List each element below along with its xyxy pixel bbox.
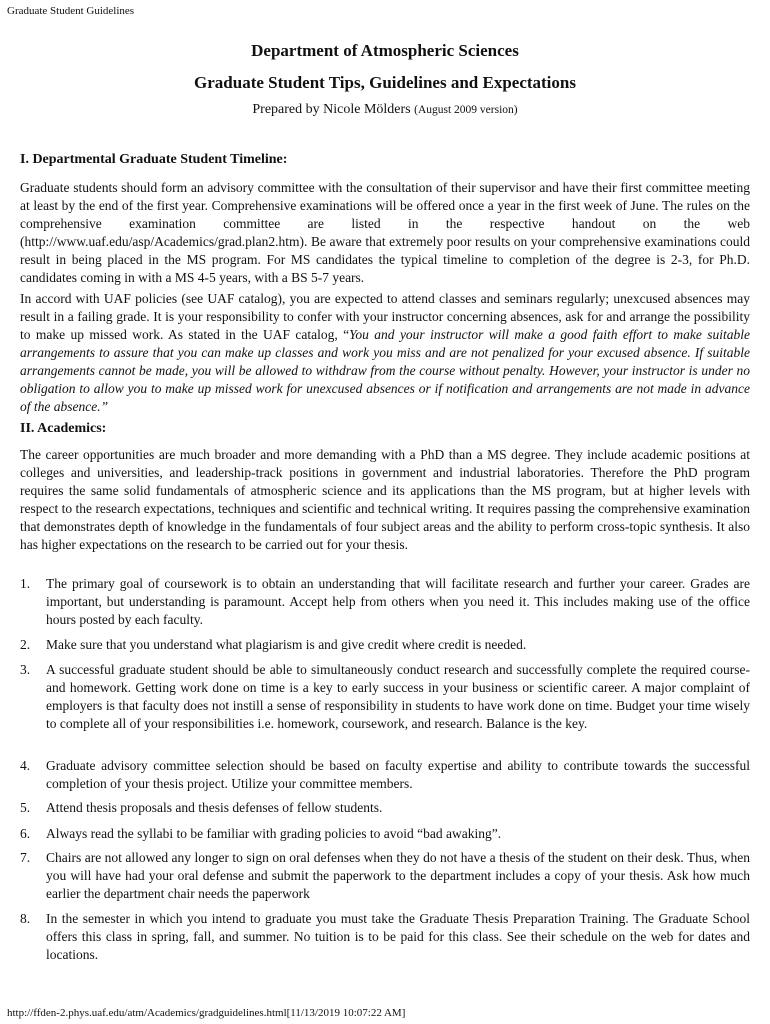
version-note: (August 2009 version) [414,104,518,116]
prepared-by [0,102,770,118]
attendance-paragraph [20,290,750,416]
section-heading-academics: II. Academics: [20,421,107,436]
list-text: The primary goal of coursework is to obtain an understanding that will facilitate research and further your career. Grades are important, but understanding is paramount. Accept help from others when you need it. This includes making use of the office hours posted by each faculty. [46,576,750,627]
list-number: 1. [20,576,31,591]
department-title: Department of Atmospheric Sciences [251,41,519,60]
section2-para1 [20,446,750,554]
section1-para1 [20,179,750,287]
list-text: Always read the syllabi to be familiar with grading policies to avoid “bad awaking”. [46,826,502,841]
list-text: Attend thesis proposals and thesis defenses of fellow students. [46,800,383,815]
attendance-text: In accord with UAF policies (see UAF catalog), you are expected to attend classes and seminars regularly; unexcused absences may result in a failing grade. It is your responsibility to confer with your instructor concerning absences, ask for and arrange the possibility to make up missed work. As stated in the UAF catalog, “ [20,291,750,342]
list-number: 6. [20,826,31,841]
list-number: 2. [20,637,31,652]
list-number: 8. [20,911,31,926]
list-item [20,849,750,903]
list-item [20,910,750,964]
list-text: In the semester in which you intend to graduate you must take the Graduate Thesis Preparation Training. The Graduate School offers this class in spring, fall, and summer. No tuition is to be paid for this class. See their schedule on the web for dates and locations. [46,911,750,962]
list-text: A successful graduate student should be able to simultaneously conduct research and successfully complete the required course- and homework. Getting work done on time is a key to early success in your business or scientific career. A major complaint of employers is that faculty does not instill a sense of responsibility in students to have work done on time. Budget your time wisely to complete all of your responsibilities i.e. homework, coursework, and research. Balance is the key. [46,662,750,731]
academics-paragraph: The career opportunities are much broader and more demanding with a PhD than a MS degree. They include academic positions at colleges and universities, and leadership-track positions in government and industrial laboratories. Therefore the PhD program requires the same solid fundamentals of atmospheric science and its applications than the MS program, but at higher levels with respect to the research expectations, techniques and scientific and technical writing. It requires passing the comprehensive examination that demonstrates depth of knowledge in the fundamentals of four subject areas and the ability to perform cross-topic synthesis. It also has higher expectations on the research to be carried out for your thesis. [20,447,750,552]
list-item [20,575,750,629]
list-text: Chairs are not allowed any longer to sign on oral defenses when they do not have a thesis of the student on their desk. Thus, when you will have had your oral defense and submit the paperwork to the department includes a copy of your thesis. Ask how much earlier the department chair needs the paperwork [46,850,750,901]
section-heading-timeline: I. Departmental Graduate Student Timeline: [20,152,288,167]
author-line: Prepared by Nicole Mölders [252,102,411,117]
section1-para2 [20,290,750,416]
catalog-quote: You and your instructor will make a good faith effort to make suitable arrangements to assure that you can make up classes and work you miss and are not penalized for your excused absence. If suitable arrangements cannot be made, you will be allowed to withdraw from the course without penalty. However, your instructor is under no obligation to allow you to make up missed work for unexcused absences or if notification and arrangements are not made in advance of the absence.” [20,327,750,414]
list-item [20,799,750,817]
list-text: Graduate advisory committee selection should be based on faculty expertise and ability to contribute towards the successful completion of your thesis project. Utilize your committee members. [46,758,750,791]
list-number: 3. [20,662,31,677]
list-number: 4. [20,758,31,773]
list-item [20,757,750,793]
footer-source-url: http://ffden-2.phys.uaf.edu/atm/Academics/gradguidelines.html[11/13/2019 10:07:22 AM] [7,1007,406,1019]
list-number: 7. [20,850,31,865]
list-number: 5. [20,800,31,815]
list-item [20,636,750,654]
list-item [20,661,750,733]
timeline-paragraph: Graduate students should form an advisory committee with the consultation of their supervisor and have their first committee meeting at least by the end of the first year. Comprehensive examinations will be offered once a year in the first week of June. The rules on the comprehensive examination committee are listed in the respective handout on the web (http://www.uaf.edu/asp/Academics/grad.plan2.htm). Be aware that extremely poor results on your comprehensive examinations could result in being placed in the MS program. For MS candidates the typical timeline to completion of the degree is 2-3, for Ph.D. candidates coming in with a MS 4-5 years, with a BS 5-7 years. [20,180,750,285]
list-item [20,825,750,843]
list-text: Make sure that you understand what plagiarism is and give credit where credit is needed. [46,637,527,652]
document-subtitle: Graduate Student Tips, Guidelines and Expectations [194,73,576,92]
running-header: Graduate Student Guidelines [7,5,135,17]
